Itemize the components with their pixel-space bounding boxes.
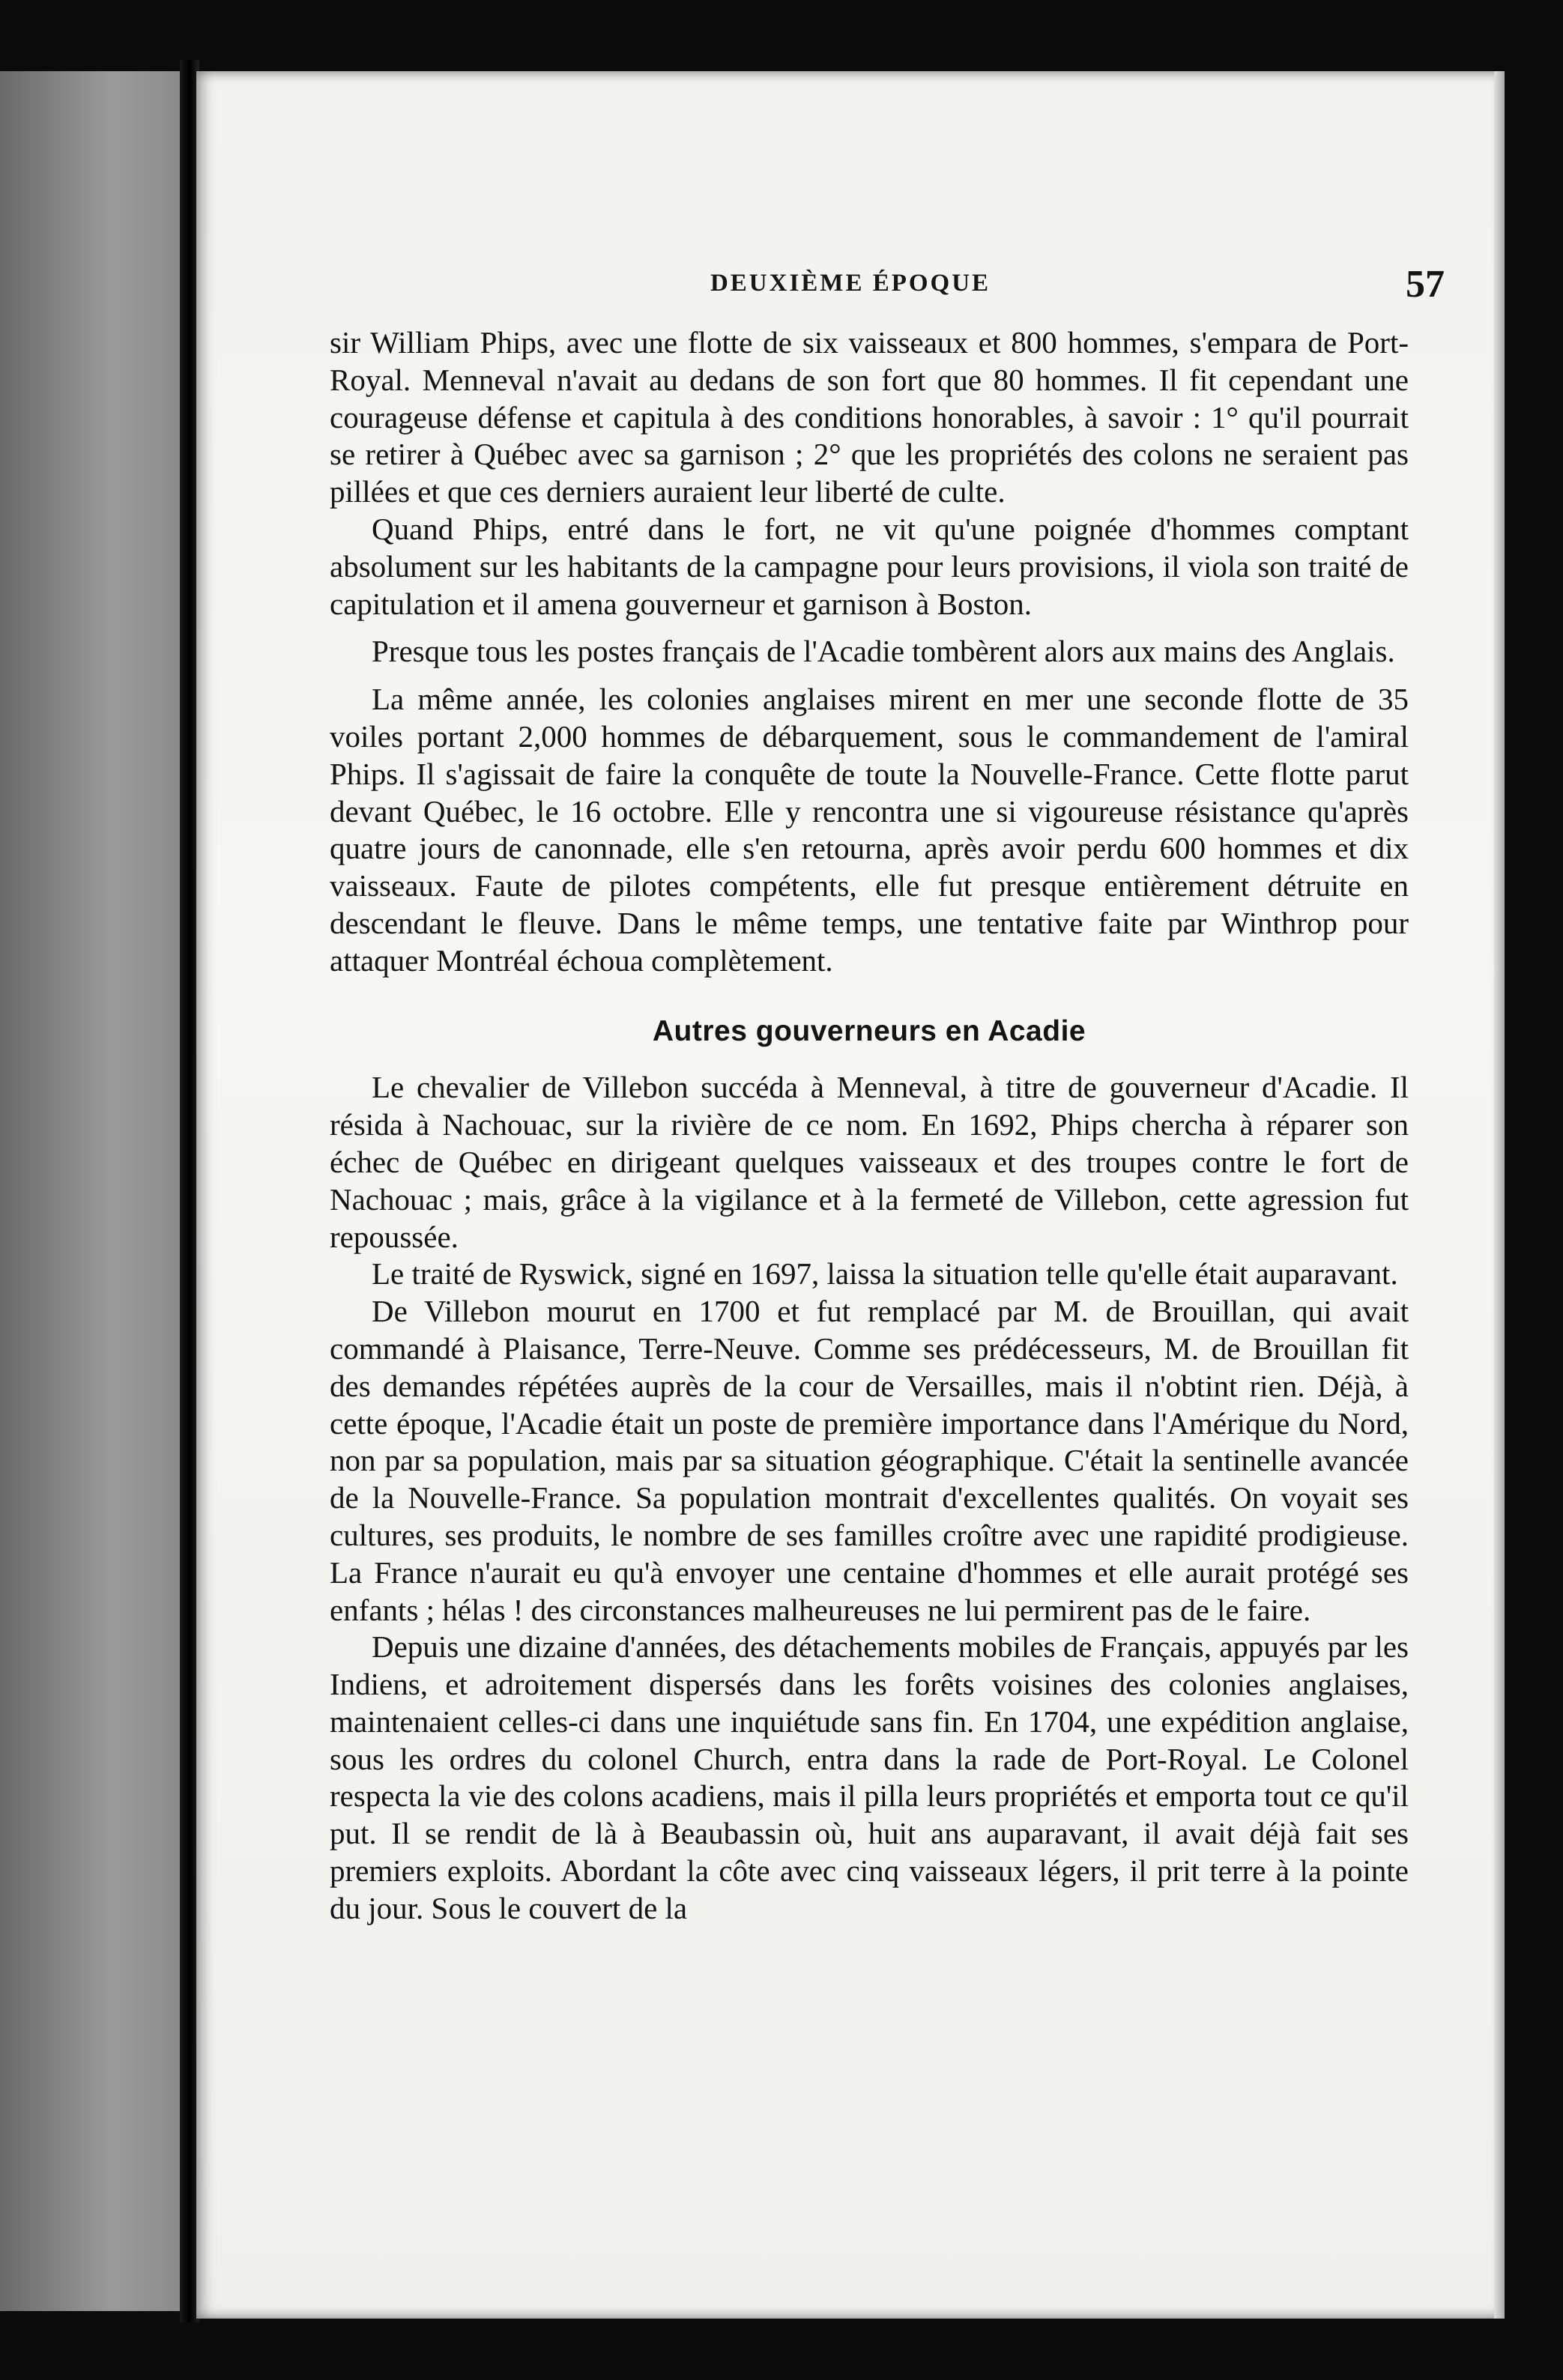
page-edge-shadow	[1494, 71, 1505, 2319]
paragraph: Presque tous les postes français de l'Acadie tombèrent alors aux mains des Anglais.	[372, 634, 1395, 669]
paragraph: sir William Phips, avec une flotte de six vaisseaux et 800 hommes, s'empara de Port-Royal. Menneval n'avait au dedans de son fort que 80 hommes. Il fit cependant une courageuse défense et capitula à des conditions honorables, à savoir : 1° qu'il pourrait se retirer à Québec avec sa garnison ; 2° que les propriétés des colons ne seraient pas pillées et que ces derniers auraient leur liberté de culte.	[330, 325, 1409, 509]
page-57	[196, 71, 1505, 2319]
paragraph: La même année, les colonies anglaises mirent en mer une seconde flotte de 35 voiles portant 2,000 hommes de débarquement, sous le commandement de l'amiral Phips. Il s'agissait de faire la conquête de toute la Nouvelle-France. Cette flotte parut devant Québec, le 16 octobre. Elle y rencontra une si vigoureuse résistance qu'après quatre jours de canonnade, elle s'en retourna, après avoir perdu 600 hommes et dix vaisseaux. Faute de pilotes compétents, elle fut presque entièrement détruite en descendant le fleuve. Dans le même temps, une tentative faite par Winthrop pour attaquer Montréal échoua complètement.	[330, 682, 1409, 978]
page-number: 57	[1406, 263, 1445, 306]
paragraph: Le chevalier de Villebon succéda à Menneval, à titre de gouverneur d'Acadie. Il résida à Nachouac, sur la rivière de ce nom. En 1692, Phips chercha à réparer son échec de Québec en dirigeant quelques vaisseaux et des troupes contre le fort de Nachouac ; mais, grâce à la vigilance et à la fermeté de Villebon, cette agression fut repoussée.	[330, 1070, 1409, 1254]
paragraph: Depuis une dizaine d'années, des détachements mobiles de Français, appuyés par les Indiens, et adroitement dispersés dans les forêts voisines des colonies anglaises, maintenaient celles-ci dans une inquiétude sans fin. En 1704, une expédition anglaise, sous les ordres du colonel Church, entra dans la rade de Port-Royal. Le Colonel respecta la vie des colons acadiens, mais il pilla leurs propriétés et emporta tout ce qu'il put. Il se rendit de là à Beaubassin où, huit ans auparavant, il avait déjà fait ses premiers exploits. Abordant la côte avec cinq vaisseaux légers, il prit terre à la pointe du jour. Sous le couvert de la	[330, 1629, 1409, 1925]
paragraph: De Villebon mourut en 1700 et fut remplacé par M. de Brouillan, qui avait commandé à Plaisance, Terre-Neuve. Comme ses prédécesseurs, M. de Brouillan fit des demandes répétées auprès de la cour de Versailles, mais il n'obtint rien. Déjà, à cette époque, l'Acadie était un poste de première importance dans l'Amérique du Nord, non par sa population, mais par sa situation géographique. C'était la sentinelle avancée de la Nouvelle-France. Sa population montrait d'excellentes qualités. On voyait ses cultures, ses produits, le nombre de ses familles croître avec une rapidité prodigieuse. La France n'aurait eu qu'à envoyer une centaine d'hommes et elle aurait protégé ses enfants ; hélas ! des circonstances malheureuses ne lui permirent pas de le faire.	[330, 1294, 1409, 1627]
paragraph: Le traité de Ryswick, signé en 1697, laissa la situation telle qu'elle était auparavant.	[372, 1256, 1398, 1292]
running-head: DEUXIÈME ÉPOQUE	[710, 270, 991, 297]
left-page-edge	[0, 71, 187, 2311]
page-body	[330, 324, 1409, 1928]
section-title: Autres gouverneurs en Acadie	[652, 1014, 1086, 1047]
paragraph: Quand Phips, entré dans le fort, ne vit qu'une poignée d'hommes comptant absolument sur les habitants de la campagne pour leurs provisions, il viola son traité de capitulation et il amena gouverneur et garnison à Boston.	[330, 511, 1409, 621]
